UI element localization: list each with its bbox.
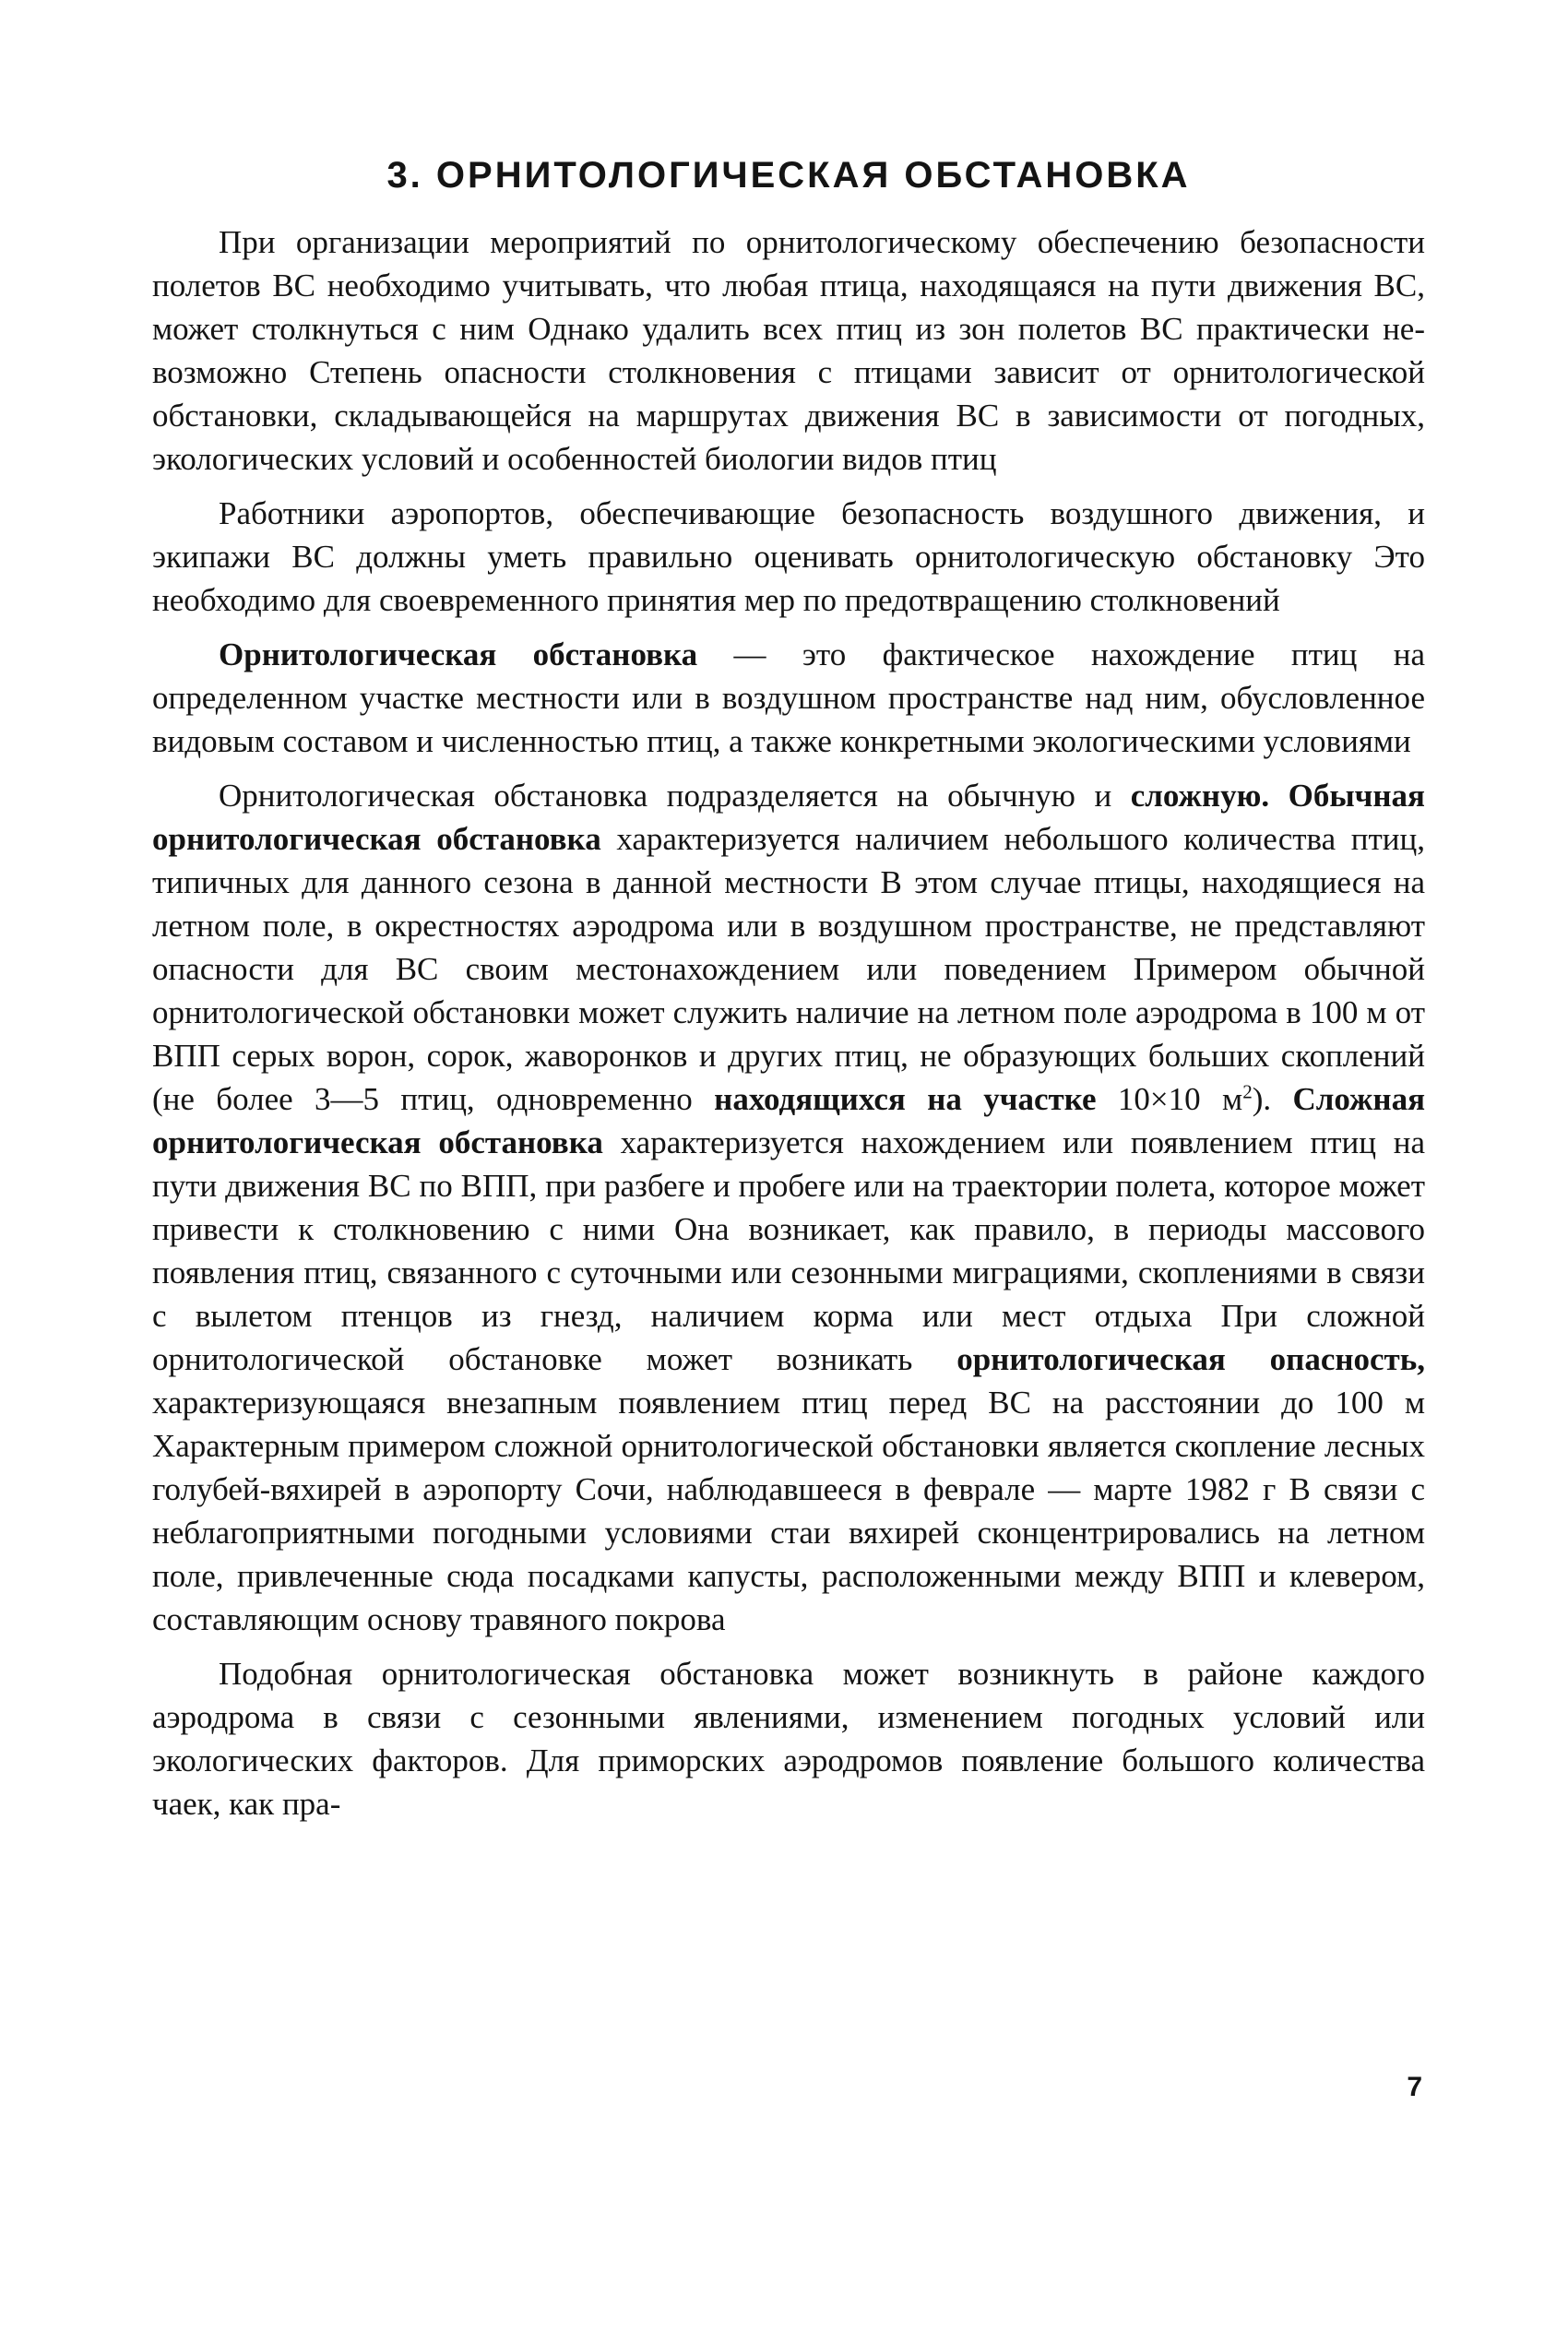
paragraph-4 <box>152 774 1425 1641</box>
term-located-on-area: находящихся на участке <box>714 1081 1097 1117</box>
section-heading: 3. ОРНИТОЛОГИЧЕСКАЯ ОБСТАНОВКА <box>386 155 1191 196</box>
superscript-2: 2 <box>1242 1080 1253 1103</box>
page-number: 7 <box>1407 2072 1422 2102</box>
paragraph-2: Работники аэропортов, обеспечивающие безопасность воздушного движения, и экипажи ВС должны уметь правильно оценивать орнитологическую обстановку Это необходимо для своевременного принятия мер по предотвращению столкновений <box>152 495 1425 618</box>
p4-text-4: ). <box>1252 1081 1293 1117</box>
p4-text-2: характеризуется наличием небольшого количества птиц, типичных для данного сезона в данной местности В этом случае птицы, находящиеся на летном поле, в окрестностях аэродрома или в воздушном пространстве, не представляют опасности для ВС своим местонахождением или поведением Примером обычной орнитологической обстановки может служить наличие на летном поле аэродрома в 100 м от ВПП серых ворон, сорок, жаворонков и других птиц, не образующих больших скоплений (не более 3—5 птиц, одновременно <box>152 821 1425 1117</box>
term-complex-situation: Сложная орнитологическая обстановка <box>152 1081 1426 1160</box>
paragraph-1: При организации мероприятий по орнитологическому обеспечению безопасности полетов ВС необходимо учитывать, что любая птица, находящаяся на пути движения ВС, может столкнуться с ним Однако удалить всех птиц из зон полетов ВС практически невозможно Степень опасности столкновения с птицами зависит от орнитологической обстановки, складывающейся на маршрутах движения ВС в зависимости от погодных, экологических условий и особенностей биологии видов птиц <box>152 224 1425 477</box>
paragraph-3 <box>152 633 1425 763</box>
term-normal-situation: сложную. Обычная орнитологическая обстановка <box>152 778 1425 857</box>
page-content <box>152 155 1425 1837</box>
p4-text-5: характеризуется нахождением или появлением птиц на пути движения ВС по ВПП, при разбеге и пробеге или на траектории полета, которое может привести к столкновению с ними Она возникает, как правило, в периоды массового появления птиц, связанного с суточными или сезонными миграциями, скоплениями в связи с вылетом птенцов из гнезд, наличием корма или мест отдыха При сложной орнитологической обстановке может возникать <box>152 1124 1426 1377</box>
term-ornithological-danger: орнитологическая опасность, <box>956 1341 1426 1377</box>
p4-text-1: Орнитологическая обстановка подразделяется на обычную и <box>219 778 1131 814</box>
p4-text-3: 10×10 м <box>1096 1081 1243 1117</box>
definition-text: — это фактическое нахождение птиц на определенном участке местности или в воздушном пространстве над ним, обусловленное видовым составом и численностью птиц, а также конкретными экологическими условиями <box>152 636 1425 759</box>
p4-text-6: характеризующаяся внезапным появлением птиц перед ВС на расстоянии до 100 м Характерным примером сложной орнитологической обстановки является скопление лесных голубей-вяхирей в аэропорту Сочи, наблюдавшееся в феврале — марте 1982 г В связи с неблагоприятными погодными условиями стаи вяхирей сконцентрировались на летном поле, привлеченные сюда посадками капусты, расположенными между ВПП и клевером, составляющим основу травяного покрова <box>152 1385 1425 1637</box>
paragraph-5: Подобная орнитологическая обстановка может возникнуть в районе каждого аэродрома в связи с сезонными явлениями, изменением погодных условий или экологических факторов. Для приморских аэродромов появление большого количества чаек, как пра- <box>152 1656 1425 1822</box>
term-ornithological-situation: Орнитологическая обстановка <box>219 636 698 672</box>
